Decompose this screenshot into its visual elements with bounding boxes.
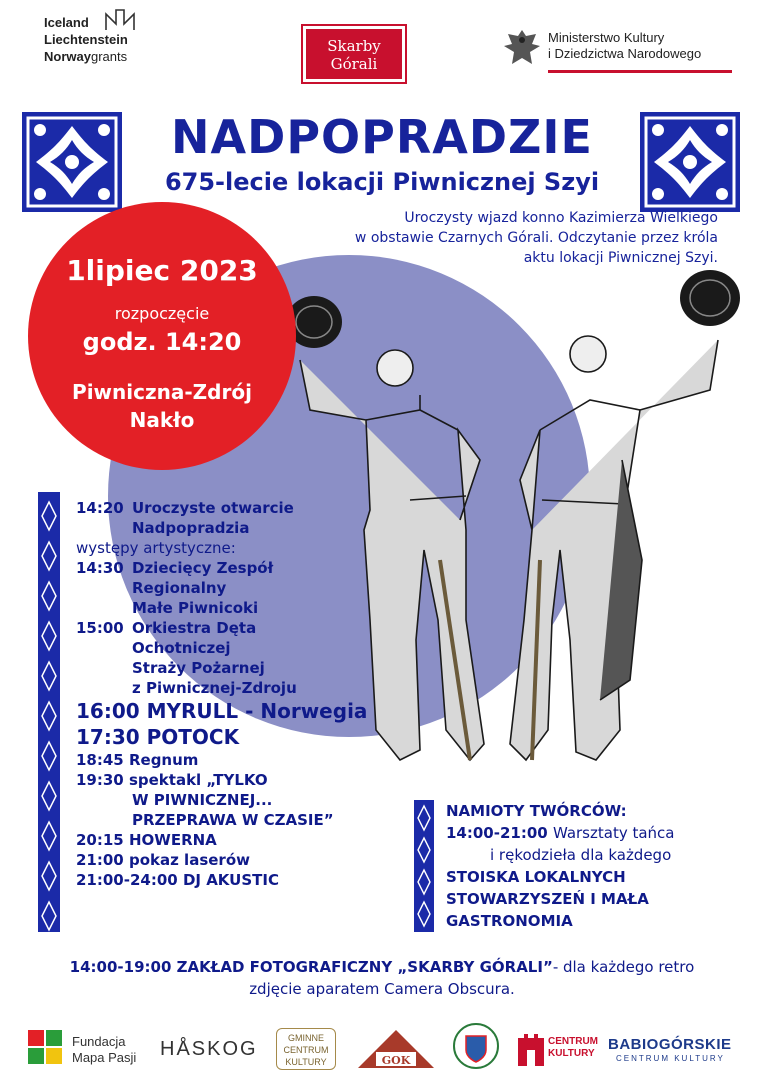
- schedule-item: [76, 618, 367, 638]
- gminne-line-2: CENTRUM: [283, 1045, 329, 1055]
- schedule-item: 18:45 Regnum: [76, 751, 199, 769]
- centrum-kultury-logo: [516, 1024, 598, 1072]
- schedule-time: 14:30: [76, 559, 124, 577]
- ck-tower-icon: [516, 1032, 546, 1066]
- schedule-item: 19:30 spektakl „TYLKO: [76, 771, 268, 789]
- haskog-logo: HÅSKOG: [160, 1038, 258, 1060]
- left-folk-stripe: [38, 492, 60, 932]
- grants-line-1: Iceland: [44, 15, 89, 30]
- place-line-1: Piwniczna-Zdrój: [72, 380, 252, 404]
- grants-line-3b: grants: [90, 49, 128, 64]
- mapa-line-1: Fundacja: [72, 1034, 126, 1049]
- skarby-line-2: Górali: [330, 55, 378, 73]
- intro-line-3: aktu lokacji Piwnicznej Szyi.: [523, 250, 718, 266]
- schedule-list: [76, 498, 367, 890]
- schedule-text: Nadpopradzia: [132, 519, 250, 537]
- start-label: rozpoczęcie: [114, 304, 210, 323]
- photo-bold: 14:00-19:00 ZAKŁAD FOTOGRAFICZNY „SKARBY GÓRALI”: [69, 958, 553, 976]
- gminne-line-1: GMINNE: [288, 1033, 324, 1043]
- skarby-line-1: Skarby: [327, 37, 381, 55]
- ministry-line-2: i Dziedzictwa Narodowego: [548, 46, 702, 61]
- tents-workshop: Warsztaty tańca: [552, 824, 675, 842]
- babio-line-2: CENTRUM KULTURY: [616, 1054, 725, 1063]
- babio-line-1: BABIOGÓRSKIE: [608, 1036, 732, 1053]
- right-hat-icon: [680, 270, 740, 326]
- schedule-item-potock: 17:30 POTOCK: [76, 725, 240, 749]
- tents-time: 14:00-21:00: [446, 824, 548, 842]
- schedule-text: z Piwnicznej-Zdroju: [132, 679, 297, 697]
- photo-rest: - dla każdego retro: [552, 958, 695, 976]
- schedule-item: [76, 498, 367, 518]
- schedule-text: Małe Piwnicoki: [132, 599, 259, 617]
- gminne-line-3: KULTURY: [285, 1057, 327, 1067]
- schedule-item: [76, 558, 367, 578]
- stands-line-1: STOISKA LOKALNYCH: [446, 868, 626, 886]
- schedule-item: 21:00 pokaz laserów: [76, 851, 250, 869]
- schedule-text: Ochotniczej: [132, 639, 231, 657]
- school-crest-icon: [452, 1020, 500, 1072]
- page-subtitle: 675-lecie lokacji Piwnicznej Szyi: [164, 168, 600, 196]
- ministry-logo: [548, 30, 701, 62]
- schedule-text: Straży Pożarnej: [132, 659, 265, 677]
- intro-line-2: w obstawie Czarnych Górali. Odczytanie przez króla: [354, 230, 718, 246]
- schedule-time: 15:00: [76, 619, 124, 637]
- stands-line-2: STOWARZYSZEŃ I MAŁA: [446, 890, 649, 908]
- folk-ornament-right-icon: [640, 112, 740, 212]
- mapa-pasji-logo: [28, 1024, 148, 1072]
- ck-line-1: CENTRUM: [548, 1036, 598, 1047]
- tents-heading: NAMIOTY TWÓRCÓW:: [446, 802, 627, 820]
- grants-line-3a: Norway: [44, 49, 91, 64]
- grants-mark-icon: [104, 8, 140, 32]
- place-line-2: Nakło: [129, 408, 195, 432]
- event-date: 1lipiec 2023: [66, 254, 258, 287]
- schedule-time: 14:20: [76, 499, 124, 517]
- intro-line-1: Uroczysty wjazd konno Kazimierza Wielkiego: [404, 210, 718, 226]
- ministry-underline: [548, 70, 732, 73]
- gok-logo: [354, 1024, 438, 1072]
- schedule-text: Dziecięcy Zespół: [132, 559, 274, 577]
- mapa-line-2: Mapa Pasji: [72, 1050, 137, 1065]
- schedule-item-myrull: 16:00 MYRULL - Norwegia: [76, 699, 368, 723]
- photo-line-2: zdjęcie aparatem Camera Obscura.: [249, 980, 515, 998]
- right-folk-stripe: [414, 800, 434, 932]
- ministry-line-1: Ministerstwo Kultury: [548, 30, 665, 45]
- creators-tents: [446, 800, 675, 932]
- schedule-text: Uroczyste otwarcie: [132, 499, 294, 517]
- schedule-text: Orkiestra Dęta: [132, 619, 257, 637]
- eagle-emblem-icon: [502, 26, 542, 74]
- schedule-item: 21:00-24:00 DJ AKUSTIC: [76, 871, 279, 889]
- photo-studio-note: [44, 956, 720, 1000]
- schedule-item: 20:15 HOWERNA: [76, 831, 217, 849]
- grants-line-2: Liechtenstein: [44, 32, 128, 47]
- tents-workshop-2: i rękodzieła dla każdego: [490, 846, 672, 864]
- gok-text: GOK: [381, 1054, 411, 1067]
- babiogorskie-logo: [608, 1024, 740, 1072]
- ck-line-2: KULTURY: [548, 1048, 595, 1059]
- start-hour: godz. 14:20: [82, 328, 242, 356]
- stands-line-3: GASTRONOMIA: [446, 912, 573, 930]
- event-place: [28, 378, 296, 434]
- schedule-text: W PIWNICZNEJ...: [132, 791, 273, 809]
- skarby-gorali-logo: [303, 26, 405, 82]
- schedule-text: PRZEPRAWA W CZASIE”: [132, 811, 334, 829]
- gminne-centrum-logo: [276, 1024, 338, 1072]
- folk-ornament-left-icon: [22, 112, 122, 212]
- page-title: NADPOPRADZIE: [171, 110, 593, 164]
- mapa-pasji-icon: [28, 1030, 64, 1066]
- artistic-heading: występy artystyczne:: [76, 539, 236, 557]
- schedule-text: Regionalny: [132, 579, 227, 597]
